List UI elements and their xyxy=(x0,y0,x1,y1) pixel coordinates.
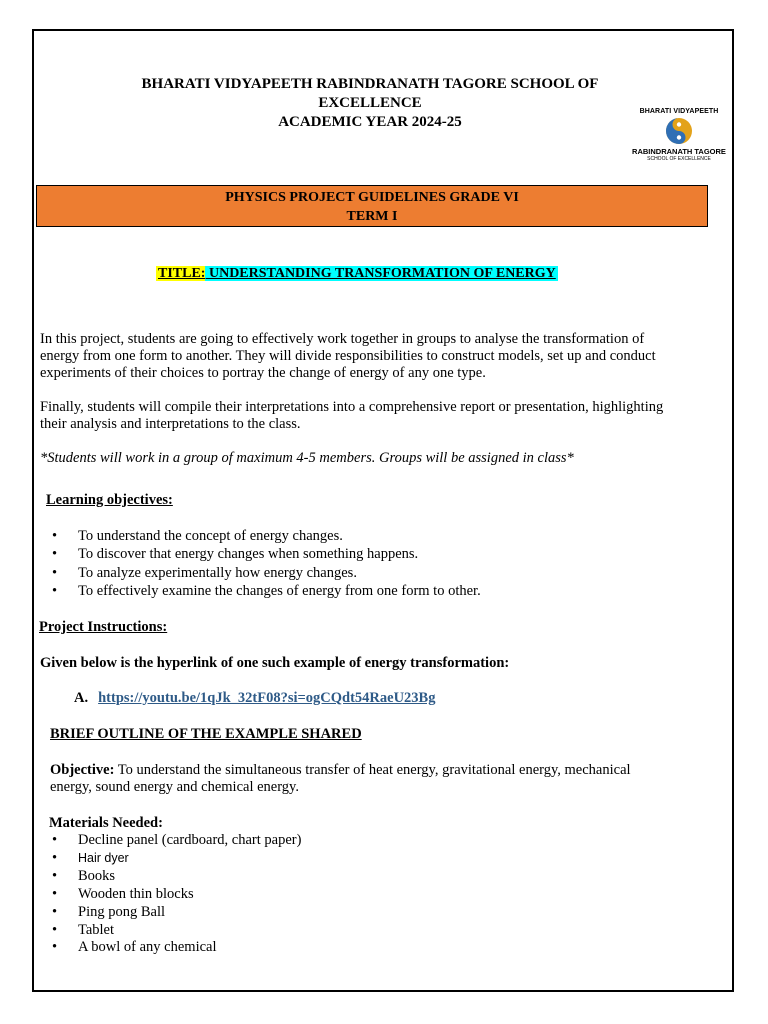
material-item-text: Ping pong Ball xyxy=(78,903,166,920)
banner-line1: PHYSICS PROJECT GUIDELINES GRADE VI xyxy=(225,190,519,205)
hyperlink-intro: Given below is the hyperlink of one such example of energy transformation: xyxy=(40,655,510,671)
learning-objective-item xyxy=(52,527,481,545)
bullet-icon: • xyxy=(52,885,58,902)
objective-text-1: To understand the simultaneous transfer of heat energy, gravitational energy, mechanical xyxy=(114,762,631,778)
bullet-icon: • xyxy=(52,939,58,956)
example-video-link[interactable]: https://youtu.be/1qJk_32tF08?si=ogCQdt54RaeU23Bg xyxy=(98,690,436,706)
school-name-line1: BHARATI VIDYAPEETH RABINDRANATH TAGORE SCHOOL OF xyxy=(141,76,599,92)
learning-objective-item xyxy=(52,545,481,563)
title-label: TITLE: xyxy=(158,266,206,281)
material-item xyxy=(52,850,301,868)
intro-p1-line1: In this project, students are going to effectively work together in groups to analyse the transformation of xyxy=(40,331,645,347)
school-logo xyxy=(630,108,728,166)
bullet-icon: • xyxy=(52,832,58,848)
objective-label: Objective: xyxy=(50,762,115,778)
bullet-icon: • xyxy=(52,867,58,884)
material-item-text: Wooden thin blocks xyxy=(78,885,194,902)
intro-p2-line1: Finally, students will compile their interpretations into a comprehensive report or presentation, highlighting xyxy=(40,399,664,415)
guidelines-banner xyxy=(36,185,708,227)
material-item xyxy=(52,904,301,922)
school-header xyxy=(60,75,680,132)
objective-paragraph xyxy=(50,762,710,796)
example-link-row xyxy=(74,690,435,707)
bullet-icon: • xyxy=(52,849,58,866)
intro-paragraph-1 xyxy=(40,331,716,382)
material-item-text: Decline panel (cardboard, chart paper) xyxy=(78,832,302,848)
material-item xyxy=(52,939,301,957)
bullet-icon: • xyxy=(52,528,58,544)
learning-objectives-list xyxy=(52,527,481,600)
material-item-text: Books xyxy=(78,867,116,884)
logo-bottom-text: SCHOOL OF EXCELLENCE xyxy=(647,156,711,162)
logo-top-text: BHARATI VIDYAPEETH xyxy=(639,108,719,115)
group-note: *Students will work in a group of maximum 4-5 members. Groups will be assigned in class* xyxy=(40,450,574,466)
objective-line2: energy, sound energy and chemical energy. xyxy=(50,779,299,795)
project-instructions-heading: Project Instructions: xyxy=(39,619,168,635)
intro-p1-line2: energy from one form to another. They will divide responsibilities to construct models, set up and conduct xyxy=(40,348,656,364)
title-text: UNDERSTANDING TRANSFORMATION OF ENERGY xyxy=(205,266,556,281)
materials-list xyxy=(52,832,301,957)
bullet-icon: • xyxy=(52,921,58,938)
intro-paragraph-2 xyxy=(40,399,716,433)
learning-objective-item-text: To discover that energy changes when something happens. xyxy=(78,546,419,563)
school-name-line2: EXCELLENCE xyxy=(318,95,422,111)
bullet-icon: • xyxy=(52,903,58,920)
intro-p1-line3: experiments of their choices to portray the change of energy of any one type. xyxy=(40,365,486,381)
material-item xyxy=(52,886,301,904)
objective-line1 xyxy=(50,762,710,779)
materials-heading: Materials Needed: xyxy=(49,815,163,831)
learning-objective-item xyxy=(52,564,481,582)
material-item xyxy=(52,922,301,940)
logo-emblem-icon xyxy=(661,116,697,146)
banner-line2: TERM I xyxy=(346,209,398,224)
link-marker: A. xyxy=(74,690,89,706)
academic-year: ACADEMIC YEAR 2024-25 xyxy=(278,114,462,130)
material-item-text: Tablet xyxy=(78,921,115,938)
bullet-icon: • xyxy=(52,546,58,563)
learning-objective-item-text: To analyze experimentally how energy changes. xyxy=(78,564,357,581)
intro-p2-line2: their analysis and interpretations to the class. xyxy=(40,416,301,432)
material-item xyxy=(52,868,301,886)
material-item-text: A bowl of any chemical xyxy=(78,939,217,956)
learning-objective-item xyxy=(52,582,481,600)
material-item xyxy=(52,832,301,850)
project-title xyxy=(156,265,558,283)
logo-middle-text: RABINDRANATH TAGORE xyxy=(632,147,726,156)
material-item-text: Hair dyer xyxy=(78,850,129,865)
learning-objectives-heading: Learning objectives: xyxy=(46,492,173,508)
learning-objective-item-text: To effectively examine the changes of energy from one form to other. xyxy=(78,582,481,599)
learning-objective-item-text: To understand the concept of energy changes. xyxy=(78,528,343,544)
bullet-icon: • xyxy=(52,582,58,599)
bullet-icon: • xyxy=(52,564,58,581)
outline-heading: BRIEF OUTLINE OF THE EXAMPLE SHARED xyxy=(50,726,362,742)
